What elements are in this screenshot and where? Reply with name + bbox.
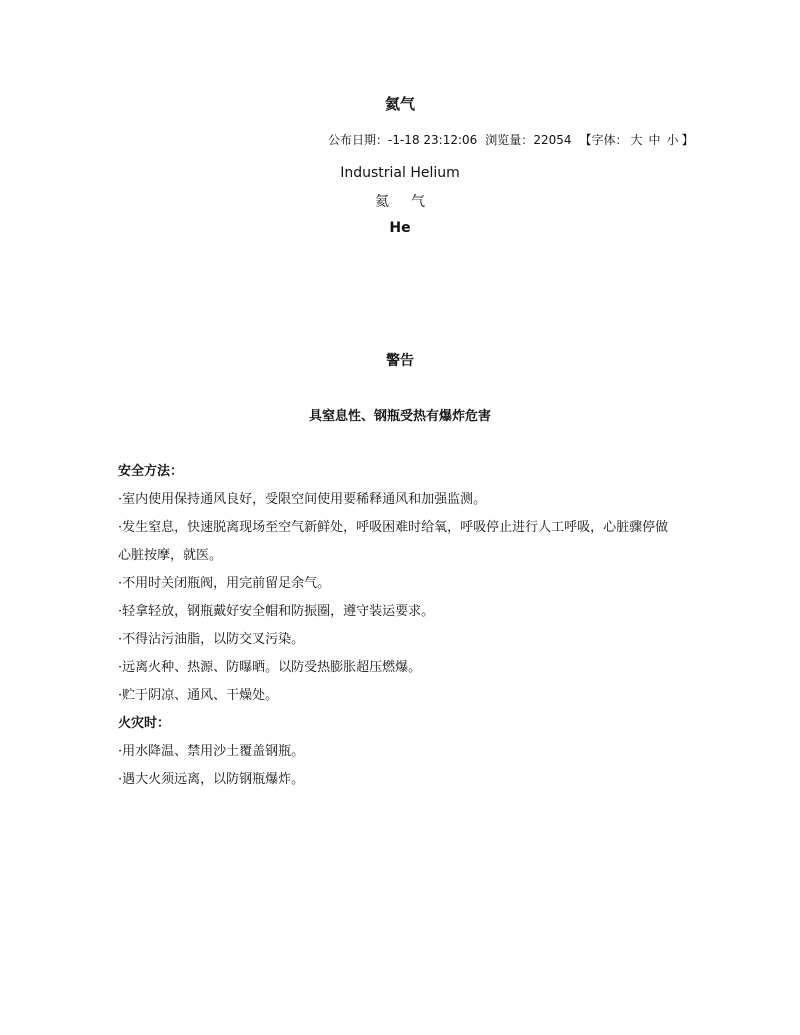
- precautions-section: [118, 458, 678, 794]
- view-count-label: 浏览量：: [485, 133, 534, 147]
- fire-item: ·用水降温、禁用沙土覆盖钢瓶。: [118, 744, 305, 759]
- view-count-value: 22054: [533, 133, 572, 147]
- safety-item: ·轻拿轻放，钢瓶戴好安全帽和防振圈，遵守装运要求。: [118, 604, 435, 619]
- warning-heading: 警告: [386, 353, 414, 369]
- page-title: 氦气: [384, 95, 415, 113]
- font-size-open: 【字体：: [579, 133, 628, 147]
- font-size-small-link[interactable]: 小: [666, 133, 679, 147]
- safety-item: ·远离火种、热源、防曝晒。以防受热膨胀超压燃爆。: [118, 660, 422, 675]
- safety-item: ·不得沾污油脂，以防交叉污染。: [118, 632, 305, 647]
- product-english-name: Industrial Helium: [340, 165, 460, 181]
- chemical-formula: He: [389, 220, 411, 236]
- font-size-medium-link[interactable]: 中: [648, 133, 661, 147]
- fire-heading: 火灾时：: [118, 716, 171, 731]
- hazard-statement: 具窒息性、钢瓶受热有爆炸危害: [308, 409, 491, 424]
- product-chinese-name: 氦气: [375, 194, 447, 210]
- article-meta: [328, 131, 694, 148]
- safety-item: ·不用时关闭瓶阀，用完前留足余气。: [118, 576, 331, 591]
- safety-heading: 安全方法：: [118, 464, 184, 479]
- safety-item: ·贮于阴凉、通风、干燥处。: [118, 688, 279, 703]
- publish-date-label: 公布日期：: [328, 133, 389, 147]
- safety-item: ·室内使用保持通风良好，受限空间使用要稀释通风和加强监测。: [118, 492, 487, 507]
- font-size-large-link[interactable]: 大: [630, 133, 643, 147]
- safety-item: ·发生窒息，快速脱离现场至空气新鲜处，呼吸困难时给氧，呼吸停止进行人工呼吸，心脏骤停做心脏按摩，就医。: [118, 520, 669, 563]
- publish-date-value: -1-18 23:12:06: [388, 133, 478, 147]
- fire-item: ·遇大火须远离，以防钢瓶爆炸。: [118, 772, 305, 787]
- font-size-close: 】: [681, 133, 694, 147]
